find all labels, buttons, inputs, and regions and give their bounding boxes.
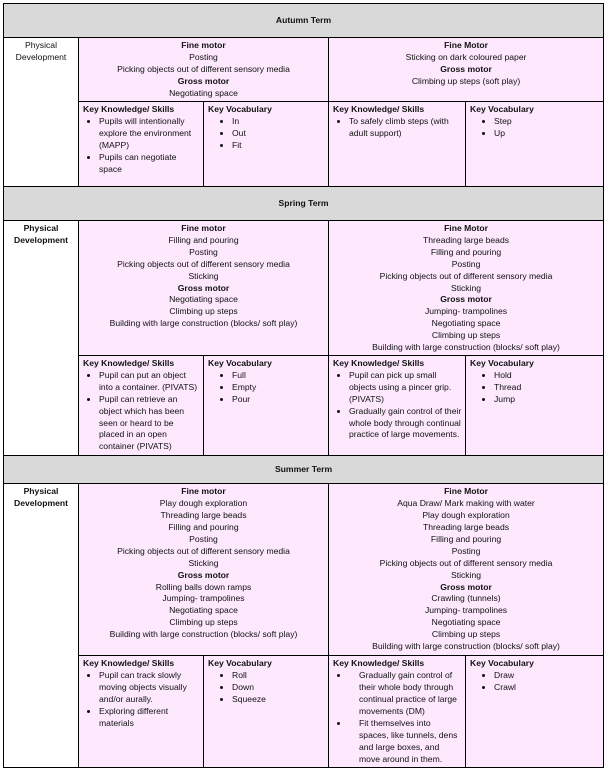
key-knowledge-item: • Pupils will intentionally explore the environment (MAPP) bbox=[99, 116, 200, 152]
term-title: Autumn Term bbox=[4, 4, 604, 38]
fine-motor-item: Picking objects out of different sensory media bbox=[117, 545, 290, 556]
key-vocabulary-item: • Up bbox=[494, 128, 600, 140]
term-header-row bbox=[4, 187, 604, 221]
gross-motor-item: Negotiating space bbox=[169, 294, 238, 305]
key-vocabulary-item: • Down bbox=[232, 682, 325, 694]
gross-motor-item: Building with large construction (blocks/ soft play) bbox=[372, 641, 560, 652]
key-knowledge-list bbox=[333, 370, 462, 441]
key-vocabulary-list bbox=[470, 370, 600, 406]
key-knowledge-list bbox=[333, 670, 462, 765]
key-vocabulary-heading: Key Vocabulary bbox=[470, 358, 534, 368]
fine-motor-item: Posting bbox=[451, 258, 481, 269]
gross-motor-item: Negotiating space bbox=[431, 617, 501, 628]
knowledge-right-cell bbox=[329, 656, 466, 768]
knowledge-left-cell bbox=[79, 356, 204, 456]
key-vocabulary-item: • Step bbox=[494, 116, 600, 128]
key-vocabulary-item: • Full bbox=[232, 370, 325, 382]
key-knowledge-list bbox=[83, 116, 200, 176]
key-knowledge-item: • Pupil can track slowly moving objects visually and/or aurally. bbox=[99, 670, 200, 706]
key-vocabulary-item: • Roll bbox=[232, 670, 325, 682]
vocab-right-cell bbox=[466, 102, 604, 187]
gross-motor-heading: Gross motor bbox=[177, 282, 230, 293]
vocab-right-cell bbox=[466, 356, 604, 456]
key-vocabulary-heading: Key Vocabulary bbox=[208, 658, 272, 669]
fine-motor-item: Picking objects out of different sensory media bbox=[117, 63, 290, 74]
key-vocabulary-item: • Out bbox=[232, 128, 325, 140]
key-vocabulary-heading: Key Vocabulary bbox=[470, 104, 534, 114]
term-header-row bbox=[4, 456, 604, 484]
fine-motor-heading: Fine Motor bbox=[444, 40, 488, 50]
key-knowledge-heading: Key Knowledge/ Skills bbox=[333, 658, 425, 669]
fine-motor-item: Play dough exploration bbox=[422, 510, 510, 521]
fine-motor-item: Filling and pouring bbox=[430, 246, 502, 257]
knowledge-left-cell bbox=[79, 656, 204, 768]
fine-motor-item: Posting bbox=[189, 51, 218, 62]
key-vocabulary-item: • Squeeze bbox=[232, 694, 325, 706]
key-vocabulary-list bbox=[470, 116, 600, 140]
key-knowledge-item: • Gradually gain control of their whole body through continual practice of large movements (DM) bbox=[349, 670, 462, 718]
area-label: Physical Development bbox=[4, 484, 79, 768]
fine-motor-item: Posting bbox=[189, 246, 218, 257]
key-vocabulary-item: • Crawl bbox=[494, 682, 600, 694]
fine-motor-item: Filling and pouring bbox=[168, 521, 239, 532]
gross-motor-item: Climbing up steps bbox=[169, 306, 238, 317]
area-label: Physical Development bbox=[4, 221, 79, 456]
fine-motor-item: Filling and pouring bbox=[168, 234, 239, 245]
key-vocabulary-item: • Empty bbox=[232, 382, 325, 394]
fine-motor-item: Sticking bbox=[450, 282, 482, 293]
gross-motor-item: Climbing up steps bbox=[169, 617, 238, 628]
key-vocabulary-heading: Key Vocabulary bbox=[208, 104, 272, 114]
fine-motor-item: Posting bbox=[189, 533, 218, 544]
motor-left-cell bbox=[79, 484, 329, 656]
key-knowledge-item: • Gradually gain control of their whole body through continual practice of large movements. bbox=[349, 406, 462, 442]
curriculum-table bbox=[3, 3, 604, 768]
gross-motor-heading: Gross motor bbox=[440, 581, 492, 592]
gross-motor-item: Jumping- trampolines bbox=[424, 605, 508, 616]
gross-motor-item: Climbing up steps (soft play) bbox=[411, 75, 521, 86]
gross-motor-item: Crawling (tunnels) bbox=[431, 593, 501, 604]
gross-motor-heading: Gross motor bbox=[440, 294, 492, 305]
gross-motor-item: Building with large construction (blocks/ soft play) bbox=[109, 318, 298, 329]
fine-motor-item: Threading large beads bbox=[160, 510, 247, 521]
key-vocabulary-list bbox=[208, 670, 325, 706]
key-vocabulary-list bbox=[208, 370, 325, 406]
key-knowledge-item: • To safely climb steps (with adult support) bbox=[349, 116, 462, 140]
detail-row bbox=[4, 656, 604, 768]
motor-row bbox=[4, 221, 604, 356]
fine-motor-item: Sticking bbox=[188, 557, 219, 568]
key-vocabulary-item: • Pour bbox=[232, 394, 325, 406]
fine-motor-item: Picking objects out of different sensory media bbox=[379, 270, 553, 281]
key-knowledge-item: • Pupil can put an object into a container. (PIVATS) bbox=[99, 370, 200, 394]
key-knowledge-heading: Key Knowledge/ Skills bbox=[83, 658, 175, 669]
detail-row bbox=[4, 102, 604, 187]
gross-motor-item: Jumping- trampolines bbox=[424, 306, 508, 317]
gross-motor-item: Negotiating space bbox=[431, 318, 501, 329]
key-vocabulary-item: • Draw bbox=[494, 670, 600, 682]
motor-row bbox=[4, 38, 604, 102]
gross-motor-item: Negotiating space bbox=[169, 605, 238, 616]
fine-motor-heading: Fine motor bbox=[181, 223, 226, 233]
gross-motor-heading: Gross motor bbox=[440, 63, 492, 74]
gross-motor-item: Building with large construction (blocks/ soft play) bbox=[372, 342, 560, 353]
knowledge-left-cell bbox=[79, 102, 204, 187]
fine-motor-heading: Fine Motor bbox=[444, 486, 488, 497]
gross-motor-heading: Gross motor bbox=[177, 75, 230, 86]
motor-left-cell bbox=[79, 38, 329, 102]
key-vocabulary-item: • In bbox=[232, 116, 325, 128]
gross-motor-item: Climbing up steps bbox=[431, 629, 501, 640]
key-knowledge-heading: Key Knowledge/ Skills bbox=[333, 358, 425, 368]
vocab-left-cell bbox=[204, 356, 329, 456]
key-vocabulary-item: • Hold bbox=[494, 370, 600, 382]
key-knowledge-heading: Key Knowledge/ Skills bbox=[333, 104, 425, 114]
motor-row bbox=[4, 484, 604, 656]
vocab-left-cell bbox=[204, 102, 329, 187]
key-knowledge-item: • Pupil can retrieve an object which has been seen or heard to be placed in an open container (PIVATS) bbox=[99, 394, 200, 454]
key-vocabulary-heading: Key Vocabulary bbox=[208, 358, 272, 368]
area-label: Physical Development bbox=[4, 38, 79, 187]
gross-motor-item: Negotiating space bbox=[169, 87, 238, 98]
detail-row bbox=[4, 356, 604, 456]
term-title: Spring Term bbox=[4, 187, 604, 221]
gross-motor-item: Building with large construction (blocks/ soft play) bbox=[109, 629, 298, 640]
fine-motor-item: Filling and pouring bbox=[430, 533, 502, 544]
fine-motor-item: Sticking bbox=[188, 270, 219, 281]
knowledge-right-cell bbox=[329, 356, 466, 456]
motor-right-cell bbox=[329, 221, 604, 356]
knowledge-right-cell bbox=[329, 102, 466, 187]
fine-motor-item: Picking objects out of different sensory media bbox=[379, 557, 553, 568]
fine-motor-item: Aqua Draw/ Mark making with water bbox=[397, 498, 535, 509]
vocab-left-cell bbox=[204, 656, 329, 768]
gross-motor-item: Rolling balls down ramps bbox=[155, 581, 252, 592]
fine-motor-heading: Fine Motor bbox=[444, 223, 488, 233]
fine-motor-item: Threading large beads bbox=[423, 234, 510, 245]
term-header-row bbox=[4, 4, 604, 38]
motor-right-cell bbox=[329, 484, 604, 656]
gross-motor-heading: Gross motor bbox=[177, 569, 230, 580]
key-knowledge-list bbox=[83, 670, 200, 730]
key-vocabulary-item: • Thread bbox=[494, 382, 600, 394]
key-knowledge-heading: Key Knowledge/ Skills bbox=[83, 358, 175, 368]
key-vocabulary-heading: Key Vocabulary bbox=[470, 658, 534, 669]
key-knowledge-item: • Pupils can negotiate space bbox=[99, 152, 200, 176]
fine-motor-item: Play dough exploration bbox=[159, 498, 248, 509]
key-knowledge-item: • Fit themselves into spaces, like tunnels, dens and large boxes, and move around in them. bbox=[349, 718, 462, 766]
key-knowledge-list bbox=[333, 116, 462, 140]
key-vocabulary-list bbox=[470, 670, 600, 694]
vocab-right-cell bbox=[466, 656, 604, 768]
gross-motor-item: Jumping- trampolines bbox=[162, 593, 245, 604]
fine-motor-item: Picking objects out of different sensory media bbox=[117, 258, 290, 269]
fine-motor-item: Sticking on dark coloured paper bbox=[405, 51, 527, 62]
gross-motor-item: Climbing up steps bbox=[431, 330, 501, 341]
key-knowledge-item: • Exploring different materials bbox=[99, 706, 200, 730]
key-knowledge-list bbox=[83, 370, 200, 453]
fine-motor-item: Threading large beads bbox=[423, 521, 510, 532]
fine-motor-heading: Fine motor bbox=[181, 40, 226, 50]
key-vocabulary-item: • Jump bbox=[494, 394, 600, 406]
key-vocabulary-list bbox=[208, 116, 325, 152]
key-knowledge-heading: Key Knowledge/ Skills bbox=[83, 104, 175, 114]
fine-motor-item: Sticking bbox=[450, 569, 482, 580]
fine-motor-item: Posting bbox=[451, 545, 481, 556]
table-body bbox=[4, 4, 604, 768]
term-title: Summer Term bbox=[4, 456, 604, 484]
motor-right-cell bbox=[329, 38, 604, 102]
motor-left-cell bbox=[79, 221, 329, 356]
key-vocabulary-item: • Fit bbox=[232, 140, 325, 152]
fine-motor-heading: Fine motor bbox=[181, 486, 226, 497]
key-knowledge-item: • Pupil can pick up small objects using a pincer grip. (PIVATS) bbox=[349, 370, 462, 406]
